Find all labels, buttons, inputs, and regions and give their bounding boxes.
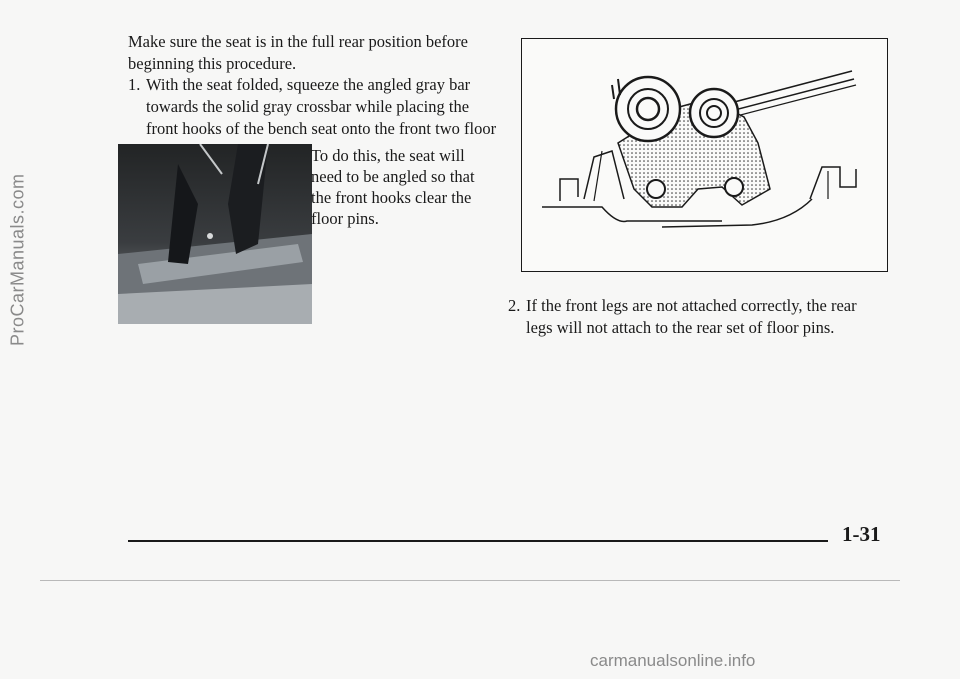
photo-caption: To do this, the seat will need to be angled so that the front hooks clear the floor pins. xyxy=(311,146,475,228)
page-number: 1-31 xyxy=(842,522,881,546)
hook-diagram xyxy=(521,38,888,272)
intro-paragraph: Make sure the seat is in the full rear position before beginning this procedure. xyxy=(128,32,468,73)
seat-photo xyxy=(118,144,312,324)
bottom-edge-line xyxy=(40,580,900,581)
side-watermark: ProCarManuals.com xyxy=(7,173,28,347)
step-2-number: 2. xyxy=(508,296,521,315)
footer-watermark: carmanualsonline.info xyxy=(590,651,756,670)
step-2-text: If the front legs are not attached correctly, the rear legs will not attach to the rear set of floor pins. xyxy=(526,296,857,337)
step-1-text: With the seat folded, squeeze the angled gray bar towards the solid gray crossbar while placing the front hooks of the bench seat onto the front two floor xyxy=(146,75,497,138)
step-1-number: 1. xyxy=(128,75,141,94)
page-rule xyxy=(128,540,828,542)
step-2 xyxy=(508,295,880,339)
